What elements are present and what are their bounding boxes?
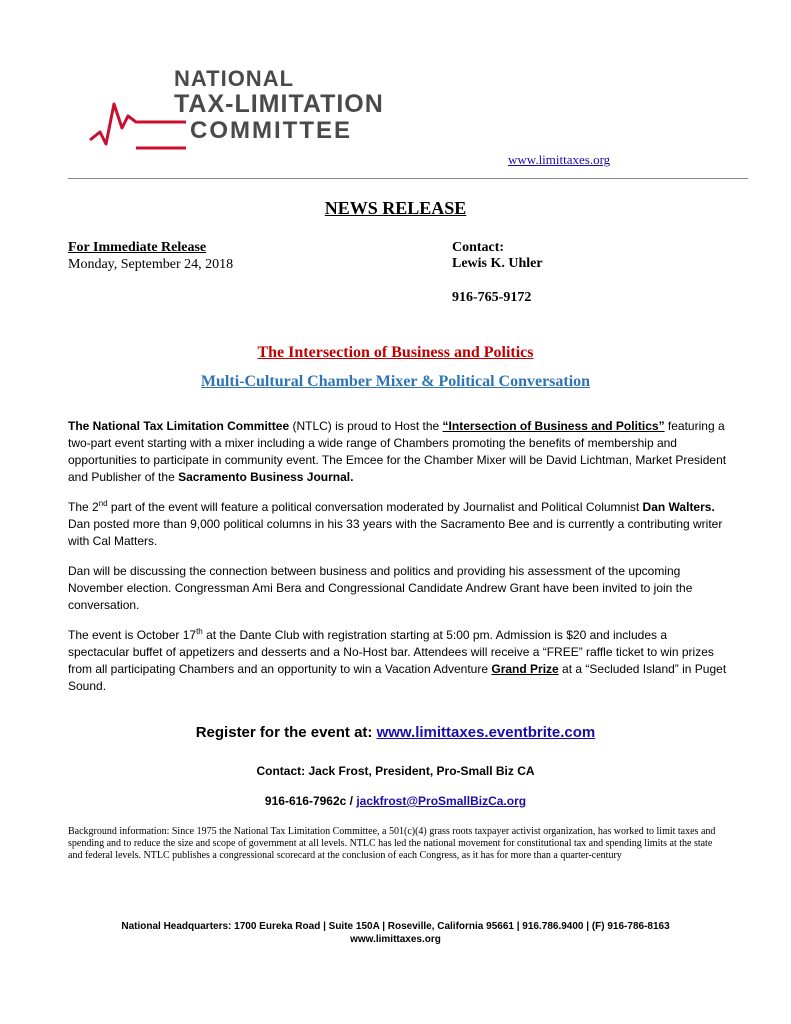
p2-ordinal: nd [98, 499, 108, 508]
background-information: Background information: Since 1975 the National Tax Limitation Committee, a 501(c)(4) grass roots taxpayer activist organization, has worked to limit taxes and spending and to reduce the size and scope of government at all levels. NTLC has led the national movement for constitutional tax and spending limits at the state and federal levels. NTLC publishes a congressional scorecard at the conclusion of each Congress, as it has for more than a quarter-century [68, 826, 716, 861]
header-divider [68, 178, 748, 179]
secondary-contact: Contact: Jack Frost, President, Pro-Small Biz CA [256, 764, 535, 778]
release-label: For Immediate Release [68, 240, 207, 255]
page-title: NEWS RELEASE [324, 198, 467, 218]
body-paragraph-2 [68, 499, 728, 550]
p2-text-3: Dan posted more than 9,000 political columns in his 33 years with the Sacramento Bee and is currently a contributing writer with Cal Matters. [68, 517, 723, 548]
p1-text-2: featuring a two-part event starting with a mixer including a wide range of Chambers promoting the benefits of membership and opportunities to participate in community event. The Emcee for the Chamber Mixer will be David Lichtman, Market President and Publisher of the [68, 419, 727, 484]
p2-text-1: The 2 [68, 500, 99, 514]
release-date: Monday, September 24, 2018 [68, 257, 234, 272]
contact-phone: 916-765-9172 [452, 290, 532, 305]
moderator-name: Dan Walters. [642, 500, 715, 514]
body-paragraph-1 [68, 418, 728, 486]
ntlc-logo [88, 64, 388, 154]
p4-text-2: at the Dante Club with registration starting at 5:00 pm. Admission is $20 and includes a spectacular buffet of appetizers and desserts and a No-Host bar. Attendees will receive a “FREE” raffle ticket to win prizes from all participating Chambers and an opportunity to win a Vacation Adventure [68, 628, 714, 676]
logo-line-1: NATIONAL [174, 66, 295, 91]
p4-ordinal: th [196, 627, 203, 636]
eventbrite-link[interactable]: www.limittaxes.eventbrite.com [376, 724, 596, 741]
event-name: “Intersection of Business and Politics” [442, 419, 665, 433]
contact-name: Lewis K. Uhler [452, 256, 543, 271]
secondary-contact-phone: 916-616-7962c / [264, 794, 357, 808]
logo-line-3: COMMITTEE [190, 117, 352, 144]
email-link[interactable]: jackfrost@ProSmallBizCa.org [356, 794, 527, 808]
contact-label: Contact: [452, 240, 505, 255]
footer-address: National Headquarters: 1700 Eureka Road | Suite 150A | Roseville, California 95661 | 916.786.9400 | (F) 916-786-8163 [121, 921, 670, 932]
headline: The Intersection of Business and Politics [257, 344, 534, 361]
grand-prize: Grand Prize [491, 662, 559, 676]
p4-text-1: The event is October 17 [68, 628, 197, 642]
body-paragraph-4 [68, 627, 728, 695]
register-line [0, 724, 791, 741]
secondary-contact-phone-email [0, 794, 791, 808]
chart-line-logo-icon [88, 82, 188, 152]
p2-text-2: part of the event will feature a political conversation moderated by Journalist and Political Columnist [107, 500, 643, 514]
journal-name: Sacramento Business Journal. [178, 470, 354, 484]
logo-line-2: TAX-LIMITATION [174, 90, 384, 118]
p1-text-1: (NTLC) is proud to Host the [289, 419, 443, 433]
body-paragraph-3: Dan will be discussing the connection between business and politics and providing his assessment of the upcoming November election. Congressman Ami Bera and Congressional Candidate Andrew Grant have been invited to join the conversation. [68, 564, 693, 612]
footer-website: www.limittaxes.org [350, 934, 441, 945]
header-website-link[interactable]: www.limittaxes.org [508, 152, 611, 167]
p4-text-3: at a “Secluded Island” in Puget Sound. [68, 662, 727, 693]
register-label: Register for the event at: [195, 724, 377, 741]
org-name: The National Tax Limitation Committee [68, 419, 290, 433]
subheadline: Multi-Cultural Chamber Mixer & Political Conversation [200, 373, 591, 390]
